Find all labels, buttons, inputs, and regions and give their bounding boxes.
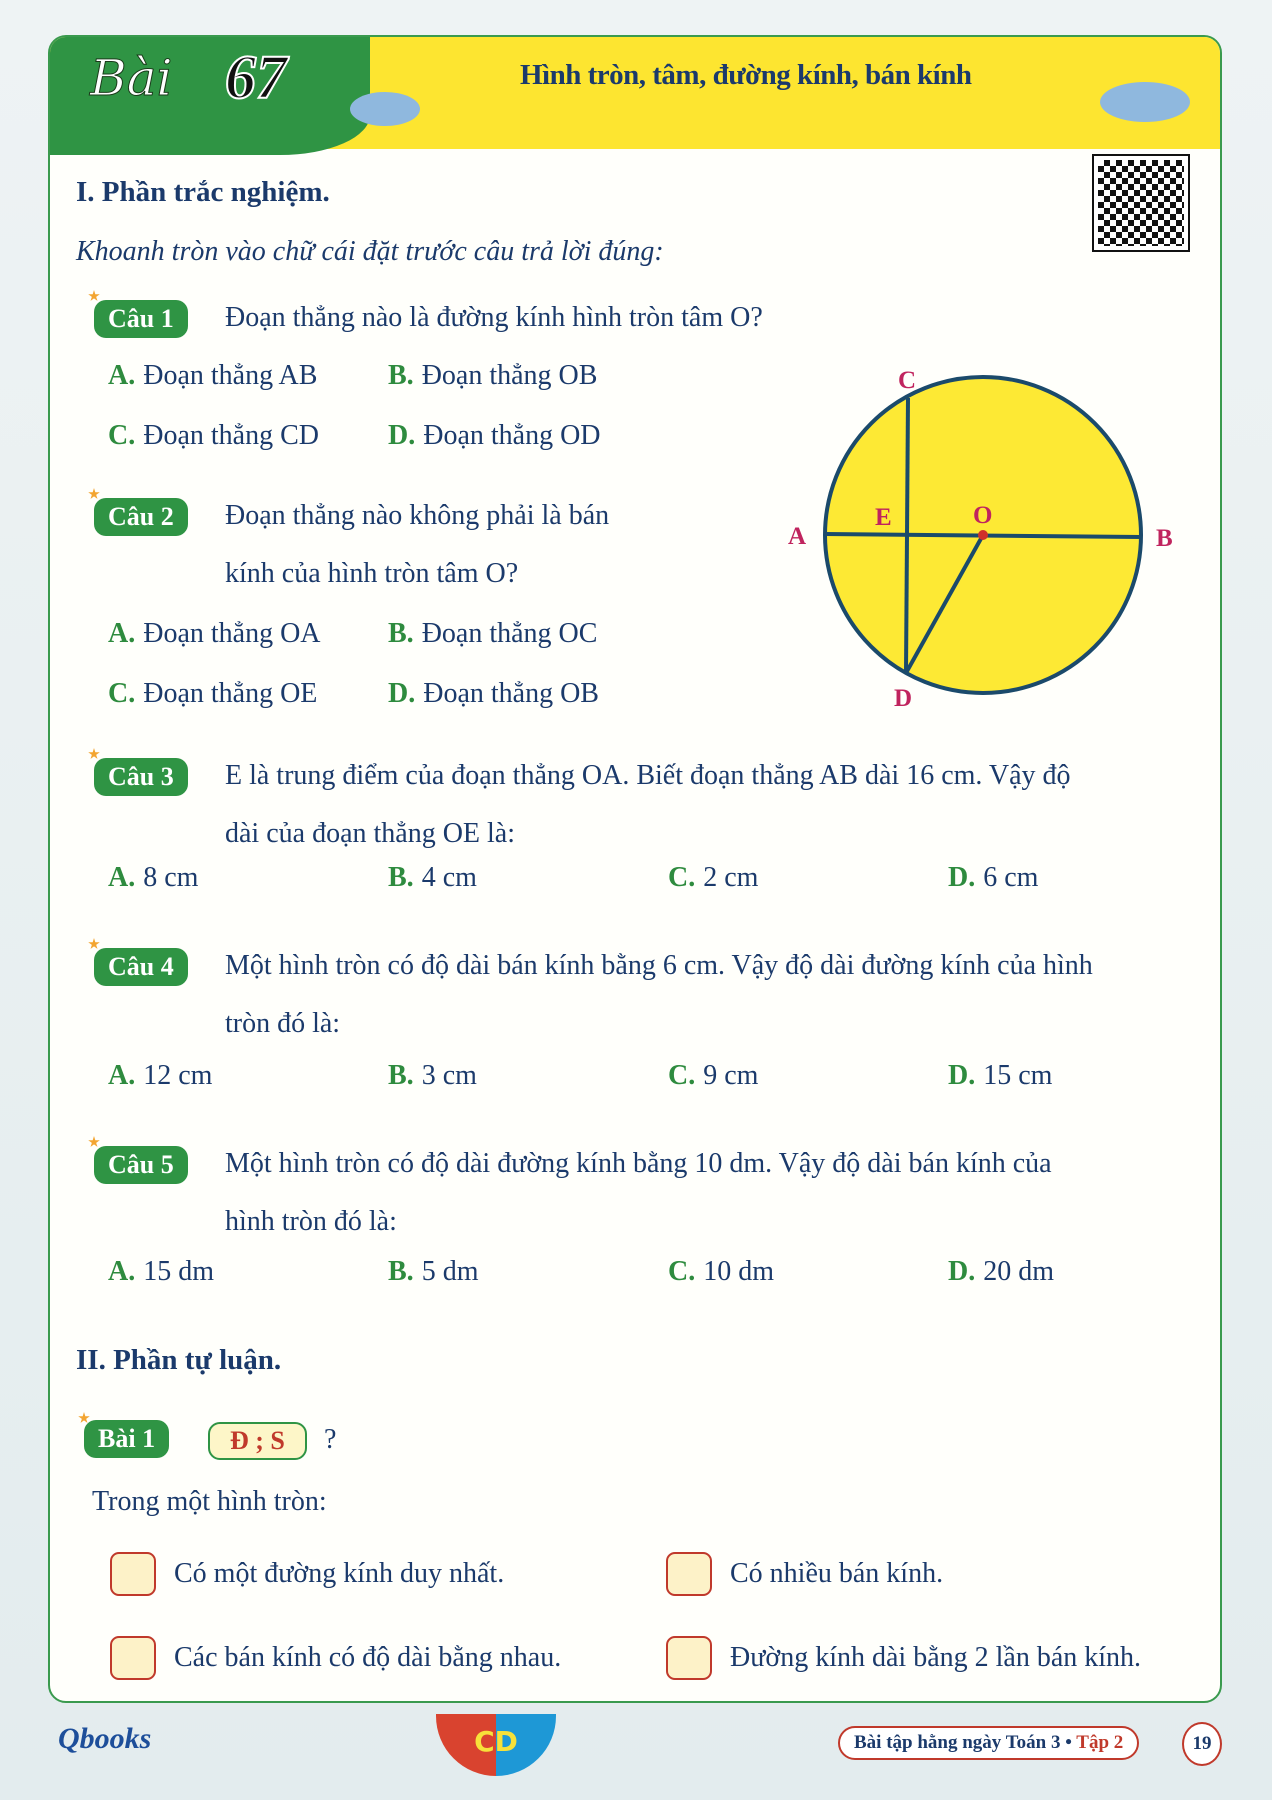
label-d: D <box>894 685 913 712</box>
answer-option[interactable] <box>108 618 321 650</box>
question-badge: Câu 1 <box>94 300 188 338</box>
option-letter: A. <box>108 360 136 391</box>
option-letter: B. <box>388 862 414 893</box>
circle-figure <box>780 360 1180 720</box>
lesson-number: 67 <box>225 44 287 112</box>
option-letter: D. <box>388 678 416 709</box>
volume: Tập 2 <box>1076 1732 1124 1753</box>
option-text: Đoạn thẳng OE <box>143 678 318 709</box>
answer-option[interactable] <box>668 1256 774 1288</box>
option-letter: B. <box>388 360 414 391</box>
answer-option[interactable] <box>388 360 597 392</box>
question-text: Đoạn thẳng nào là đường kính hình tròn tâm O? <box>225 302 763 333</box>
answer-option[interactable] <box>388 862 477 894</box>
publisher-logo: Qbooks <box>58 1722 152 1755</box>
option-letter: B. <box>388 1256 414 1287</box>
question-text: kính của hình tròn tâm O? <box>225 558 519 589</box>
answer-option[interactable] <box>108 420 319 452</box>
section-title-multiple-choice: I. Phần trắc nghiệm. <box>76 176 330 208</box>
answer-checkbox[interactable] <box>666 1552 712 1596</box>
label-e: E <box>875 504 892 531</box>
answer-option[interactable] <box>108 360 317 392</box>
exercise-intro: Trong một hình tròn: <box>92 1486 327 1517</box>
answer-option[interactable] <box>108 1060 212 1092</box>
cd-logo: CD <box>436 1714 556 1776</box>
option-text: Đoạn thẳng CD <box>143 420 319 451</box>
question-badge: Câu 4 <box>94 948 188 986</box>
question-text: Đoạn thẳng nào không phải là bán <box>225 500 610 531</box>
statement: Có nhiều bán kính. <box>730 1558 944 1589</box>
airplane-icon <box>350 92 420 126</box>
answer-option[interactable] <box>388 1060 477 1092</box>
book-name: Bài tập hằng ngày Toán 3 • <box>854 1732 1072 1753</box>
question-text: hình tròn đó là: <box>225 1206 397 1237</box>
option-text: 8 cm <box>143 862 199 893</box>
option-text: Đoạn thẳng OA <box>143 618 321 649</box>
option-text: 15 cm <box>983 1060 1053 1091</box>
option-letter: B. <box>388 1060 414 1091</box>
option-text: 20 dm <box>983 1256 1055 1287</box>
question-text: Một hình tròn có độ dài đường kính bằng 10 dm. Vậy độ dài bán kính của <box>225 1148 1052 1179</box>
option-text: 10 dm <box>703 1256 775 1287</box>
option-letter: A. <box>108 1060 136 1091</box>
question-text: E là trung điểm của đoạn thẳng OA. Biết đoạn thẳng AB dài 16 cm. Vậy độ <box>225 760 1071 791</box>
option-letter: A. <box>108 1256 136 1287</box>
question-text: tròn đó là: <box>225 1008 341 1039</box>
true-false-badge: Đ ; S <box>208 1422 307 1460</box>
answer-option[interactable] <box>948 1060 1052 1092</box>
answer-option[interactable] <box>388 420 601 452</box>
book-title <box>838 1726 1139 1760</box>
exercise-badge: Bài 1 <box>84 1420 169 1458</box>
option-text: 15 dm <box>143 1256 215 1287</box>
question-mark: ? <box>324 1424 337 1455</box>
question-badge: Câu 5 <box>94 1146 188 1184</box>
option-text: 12 cm <box>143 1060 213 1091</box>
option-letter: C. <box>668 1060 696 1091</box>
question-badge: Câu 3 <box>94 758 188 796</box>
option-letter: D. <box>388 420 416 451</box>
answer-option[interactable] <box>388 1256 478 1288</box>
statement: Có một đường kính duy nhất. <box>174 1558 505 1589</box>
option-letter: C. <box>668 862 696 893</box>
option-text: 9 cm <box>703 1060 759 1091</box>
answer-checkbox[interactable] <box>110 1636 156 1680</box>
question-text: dài của đoạn thẳng OE là: <box>225 818 516 849</box>
option-letter: B. <box>388 618 414 649</box>
option-text: Đoạn thẳng AB <box>143 360 318 391</box>
statement: Các bán kính có độ dài bằng nhau. <box>174 1642 562 1673</box>
option-text: Đoạn thẳng OC <box>421 618 598 649</box>
option-letter: D. <box>948 862 976 893</box>
option-text: 3 cm <box>421 1060 477 1091</box>
option-letter: C. <box>668 1256 696 1287</box>
option-text: Đoạn thẳng OB <box>421 360 598 391</box>
option-text: 4 cm <box>421 862 477 893</box>
option-letter: A. <box>108 618 136 649</box>
chord-cd <box>906 398 908 673</box>
option-text: 5 dm <box>421 1256 479 1287</box>
label-a: A <box>788 523 807 550</box>
lesson-title: Hình tròn, tâm, đường kính, bán kính <box>520 59 972 91</box>
answer-option[interactable] <box>668 1060 758 1092</box>
answer-option[interactable] <box>948 1256 1054 1288</box>
question-badge: Câu 2 <box>94 498 188 536</box>
answer-option[interactable] <box>108 678 317 710</box>
answer-checkbox[interactable] <box>666 1636 712 1680</box>
lesson-word: Bài <box>90 49 173 107</box>
option-letter: D. <box>948 1256 976 1287</box>
question-text: Một hình tròn có độ dài bán kính bằng 6 cm. Vậy độ dài đường kính của hình <box>225 950 1093 981</box>
answer-option[interactable] <box>388 618 597 650</box>
option-letter: D. <box>948 1060 976 1091</box>
option-text: 2 cm <box>703 862 759 893</box>
option-letter: A. <box>108 862 136 893</box>
airplane-icon <box>1100 82 1190 122</box>
answer-option[interactable] <box>668 862 758 894</box>
section-title-essay: II. Phần tự luận. <box>76 1344 282 1376</box>
answer-option[interactable] <box>388 678 599 710</box>
answer-option[interactable] <box>108 1256 214 1288</box>
statement: Đường kính dài bằng 2 lần bán kính. <box>730 1642 1142 1673</box>
answer-checkbox[interactable] <box>110 1552 156 1596</box>
qr-code[interactable] <box>1094 156 1188 250</box>
option-letter: C. <box>108 678 136 709</box>
option-text: Đoạn thẳng OD <box>423 420 601 451</box>
option-text: Đoạn thẳng OB <box>423 678 599 709</box>
label-c: C <box>898 367 917 394</box>
option-text: 6 cm <box>983 862 1039 893</box>
label-b: B <box>1156 525 1173 552</box>
answer-option[interactable] <box>108 862 198 894</box>
instruction: Khoanh tròn vào chữ cái đặt trước câu trả lời đúng: <box>76 236 664 267</box>
center-point <box>978 530 988 540</box>
label-o: O <box>973 502 993 529</box>
answer-option[interactable] <box>948 862 1038 894</box>
option-letter: C. <box>108 420 136 451</box>
page-number: 19 <box>1182 1722 1222 1766</box>
